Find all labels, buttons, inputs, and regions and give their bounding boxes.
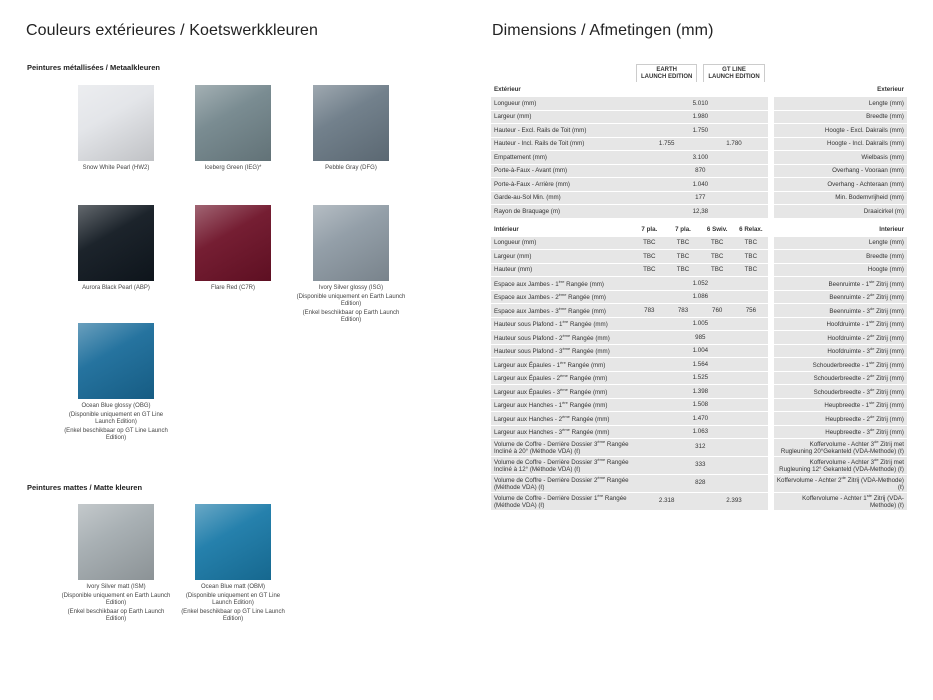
table-cell: 2.393 [700, 493, 767, 511]
table-cell: 1.470 [633, 412, 768, 426]
table-row [491, 398, 907, 412]
colour-note: (Disponible uniquement en GT Line Launch Edition) [185, 592, 281, 606]
table-cell: 985 [633, 331, 768, 345]
table-cell: Overhang - Vooraan (mm) [774, 164, 907, 178]
colour-note: (Disponible uniquement en GT Line Launch Edition) [68, 411, 164, 425]
colour-name: Iceberg Green (IEG)* [204, 165, 262, 171]
table-cell: Breedte (mm) [774, 250, 907, 264]
table-cell: Largeur aux Épaules - 3ème Rangée (mm) [491, 385, 633, 399]
table-cell: TBC [734, 250, 768, 264]
table-row [491, 412, 907, 426]
table-cell: Hauteur - Excl. Rails de Toit (mm) [491, 124, 633, 138]
table-cell: Largeur aux Épaules - 1ère Rangée (mm) [491, 358, 633, 372]
table-row [491, 263, 907, 277]
metallic-swatch [313, 85, 389, 161]
table-cell: 7 pla. [666, 222, 701, 236]
colour-note: (Enkel beschikbaar op GT Line Launch Edition) [64, 427, 168, 441]
table-cell: Min. Bodemvrijheid (mm) [774, 191, 907, 205]
table-row [491, 290, 907, 304]
matte-swatch [195, 504, 271, 580]
table-cell: Largeur aux Hanches - 3ème Rangée (mm) [491, 425, 633, 439]
table-cell: Beenruimte - 1ste Zitrij (mm) [774, 277, 907, 291]
table-row [491, 164, 907, 178]
table-cell: Beenruimte - 2de Zitrij (mm) [774, 290, 907, 304]
table-cell: 783 [633, 304, 666, 318]
table-cell: Porte-à-Faux - Arrière (mm) [491, 178, 633, 192]
table-cell: Heupbreedte - 3de Zitrij (mm) [774, 425, 907, 439]
version-header-row [491, 64, 907, 83]
table-cell: 1.086 [633, 290, 768, 304]
metallic-caption [61, 284, 171, 293]
table-cell: 1.040 [633, 178, 768, 192]
matte-caption [178, 583, 288, 624]
table-cell: Lengte (mm) [774, 97, 907, 111]
table-cell: Hoogte - Excl. Dakrails (mm) [774, 124, 907, 138]
table-cell [633, 64, 700, 83]
table-cell: Hauteur sous Plafond - 3ème Rangée (mm) [491, 344, 633, 358]
table-cell: TBC [700, 236, 734, 250]
table-cell: Schouderbreedte - 1ste Zitrij (mm) [774, 358, 907, 372]
colour-name: Ivory Silver matt (ISM) [86, 584, 146, 590]
table-row [491, 331, 907, 345]
matte-swatch [78, 504, 154, 580]
colour-name: Aurora Black Pearl (ABP) [82, 285, 150, 291]
colour-note: (Disponible uniquement en Earth Launch Edition) [296, 293, 406, 307]
table-row [491, 371, 907, 385]
table-cell: Empattement (mm) [491, 151, 633, 165]
table-cell: Koffervolume - Achter 3de Zitrij met Rugleuning 12° Gekanteld (VDA-Methode) (ℓ) [774, 457, 907, 475]
metallic-caption [178, 164, 288, 173]
table-cell [491, 64, 633, 83]
table-row [491, 191, 907, 205]
table-row [491, 439, 907, 457]
table-row [491, 236, 907, 250]
table-cell: 783 [666, 304, 701, 318]
table-cell: Largeur aux Épaules - 2ème Rangée (mm) [491, 371, 633, 385]
table-row [491, 358, 907, 372]
colour-name: Pebble Gray (DFG) [325, 165, 377, 171]
table-cell: Largeur aux Hanches - 2ème Rangée (mm) [491, 412, 633, 426]
table-row [491, 493, 907, 511]
table-row [491, 250, 907, 264]
table-cell: Extérieur [491, 83, 768, 97]
table-cell: Volume de Coffre - Derrière Dossier 3ème Rangée Incliné à 12° (Méthode VDA) (ℓ) [491, 457, 633, 475]
metallic-swatch [313, 205, 389, 281]
table-cell: Largeur (mm) [491, 250, 633, 264]
colour-note: (Enkel beschikbaar op Earth Launch Edition) [67, 608, 165, 622]
table-cell: TBC [666, 250, 701, 264]
table-row [491, 137, 907, 151]
colour-name: Ocean Blue glossy (OBG) [81, 403, 151, 409]
table-cell: 1.063 [633, 425, 768, 439]
table-cell: TBC [700, 250, 734, 264]
table-cell: Schouderbreedte - 3de Zitrij (mm) [774, 385, 907, 399]
table-cell [700, 64, 767, 83]
table-cell: Hoofdruimte - 2de Zitrij (mm) [774, 331, 907, 345]
table-cell: Volume de Coffre - Derrière Dossier 1ère Rangée (Méthode VDA) (ℓ) [491, 493, 633, 511]
table-cell: Koffervolume - Achter 2de Zitrij (VDA-Methode) (ℓ) [774, 475, 907, 493]
table-cell: TBC [666, 236, 701, 250]
table-cell: Overhang - Achteraan (mm) [774, 178, 907, 192]
table-cell: 828 [633, 475, 768, 493]
table-row [491, 317, 907, 331]
table-cell: Porte-à-Faux - Avant (mm) [491, 164, 633, 178]
colour-note: (Enkel beschikbaar op Earth Launch Edition) [302, 309, 400, 323]
metallic-swatch [195, 205, 271, 281]
colour-note: (Disponible uniquement en Earth Launch Edition) [61, 592, 171, 606]
table-cell: 1.755 [633, 137, 700, 151]
table-cell: 6 Relax. [734, 222, 768, 236]
table-cell: Koffervolume - Achter 1ste Zitrij (VDA-Methode) (ℓ) [774, 493, 907, 511]
table-cell: 1.564 [633, 358, 768, 372]
table-cell: 312 [633, 439, 768, 457]
table-row [491, 344, 907, 358]
table-cell: Draaicirkel (m) [774, 205, 907, 219]
table-cell: 1.525 [633, 371, 768, 385]
table-cell: TBC [633, 236, 666, 250]
table-row [491, 475, 907, 493]
table-cell: Lengte (mm) [774, 236, 907, 250]
metallic-caption [296, 164, 406, 173]
table-cell: 7 pla. [633, 222, 666, 236]
table-cell: Hauteur (mm) [491, 263, 633, 277]
table-cell: 1.052 [633, 277, 768, 291]
table-cell: Hoogte (mm) [774, 263, 907, 277]
table-cell: 760 [700, 304, 734, 318]
table-cell: 3.100 [633, 151, 768, 165]
table-cell: Garde-au-Sol Min. (mm) [491, 191, 633, 205]
table-cell: 2.318 [633, 493, 700, 511]
table-cell: 1.398 [633, 385, 768, 399]
matte-heading: Peintures mattes / Matte kleuren [27, 483, 143, 492]
table-cell: 177 [633, 191, 768, 205]
table-cell: TBC [734, 263, 768, 277]
table-row [491, 178, 907, 192]
table-cell: 870 [633, 164, 768, 178]
table-cell: 333 [633, 457, 768, 475]
table-cell: Longueur (mm) [491, 236, 633, 250]
table-cell: Largeur (mm) [491, 110, 633, 124]
table-cell [768, 64, 907, 83]
table-row [491, 304, 907, 318]
table-cell: Breedte (mm) [774, 110, 907, 124]
table-cell: Hauteur sous Plafond - 2ème Rangée (mm) [491, 331, 633, 345]
version-gt: GT LINE LAUNCH EDITION [703, 64, 764, 82]
table-cell: 1.780 [700, 137, 767, 151]
metallic-swatch [78, 85, 154, 161]
metallic-heading: Peintures métallisées / Metaalkleuren [27, 63, 160, 72]
metallic-swatch [78, 323, 154, 399]
colour-name: Flare Red (C7R) [210, 285, 255, 291]
table-cell: TBC [633, 250, 666, 264]
table-cell: Espace aux Jambes - 2ème Rangée (mm) [491, 290, 633, 304]
dimensions-table [491, 64, 907, 511]
table-cell: Longueur (mm) [491, 97, 633, 111]
table-row [491, 425, 907, 439]
table-cell: Heupbreedte - 2de Zitrij (mm) [774, 412, 907, 426]
table-cell: Hoofdruimte - 1ste Zitrij (mm) [774, 317, 907, 331]
dimensions-title: Dimensions / Afmetingen (mm) [492, 22, 714, 39]
table-cell: 12,38 [633, 205, 768, 219]
table-cell: TBC [633, 263, 666, 277]
metallic-caption [296, 284, 406, 325]
table-row [491, 110, 907, 124]
table-cell: 756 [734, 304, 768, 318]
table-row [491, 151, 907, 165]
table-cell: Heupbreedte - 1ste Zitrij (mm) [774, 398, 907, 412]
metallic-caption [61, 402, 171, 443]
table-row [491, 277, 907, 291]
table-cell: 1.005 [633, 317, 768, 331]
table-cell: TBC [666, 263, 701, 277]
version-earth: EARTH LAUNCH EDITION [636, 64, 697, 82]
metallic-caption [61, 164, 171, 173]
exterior-header [491, 83, 907, 97]
table-row [491, 457, 907, 475]
metallic-swatch [195, 85, 271, 161]
table-cell: Hauteur - Incl. Rails de Toit (mm) [491, 137, 633, 151]
colour-note: (Enkel beschikbaar op GT Line Launch Edition) [181, 608, 285, 622]
table-cell: Espace aux Jambes - 1ère Rangée (mm) [491, 277, 633, 291]
colour-name: Ivory Silver glossy (ISG) [318, 285, 384, 291]
table-cell: Rayon de Braquage (m) [491, 205, 633, 219]
table-row [491, 385, 907, 399]
table-cell: Wielbasis (mm) [774, 151, 907, 165]
colour-name: Snow White Pearl (HW2) [82, 165, 150, 171]
table-cell: Largeur aux Hanches - 1ère Rangée (mm) [491, 398, 633, 412]
table-cell: Interieur [774, 222, 907, 236]
table-cell: Volume de Coffre - Derrière Dossier 2ème Rangée (Méthode VDA) (ℓ) [491, 475, 633, 493]
colours-title: Couleurs extérieures / Koetswerkkleuren [26, 22, 319, 39]
table-row [491, 205, 907, 219]
table-row [491, 97, 907, 111]
table-cell: Intérieur [491, 222, 633, 236]
table-cell: 1.980 [633, 110, 768, 124]
table-cell: Volume de Coffre - Derrière Dossier 3ème Rangée Incliné à 20° (Méthode VDA) (ℓ) [491, 439, 633, 457]
table-cell: 1.508 [633, 398, 768, 412]
table-cell: 1.750 [633, 124, 768, 138]
table-cell: Exterieur [774, 83, 907, 97]
matte-caption [61, 583, 171, 624]
table-cell: Schouderbreedte - 2de Zitrij (mm) [774, 371, 907, 385]
table-cell: Espace aux Jambes - 3ème Rangée (mm) [491, 304, 633, 318]
table-row [491, 124, 907, 138]
table-cell: Hoofdruimte - 3de Zitrij (mm) [774, 344, 907, 358]
table-cell: Hoogte - Incl. Dakrails (mm) [774, 137, 907, 151]
interior-header [491, 222, 907, 236]
metallic-caption [178, 284, 288, 293]
table-cell: Koffervolume - Achter 3de Zitrij met Rugleuning 20°Gekanteld (VDA-Methode) (ℓ) [774, 439, 907, 457]
table-cell: Hauteur sous Plafond - 1ère Rangée (mm) [491, 317, 633, 331]
colour-name: Ocean Blue matt (OBM) [200, 584, 266, 590]
table-cell: 1.004 [633, 344, 768, 358]
metallic-swatch [78, 205, 154, 281]
table-cell: TBC [700, 263, 734, 277]
table-cell: Beenruimte - 3de Zitrij (mm) [774, 304, 907, 318]
table-cell: 5.010 [633, 97, 768, 111]
table-cell: TBC [734, 236, 768, 250]
table-cell: 6 Swiv. [700, 222, 734, 236]
